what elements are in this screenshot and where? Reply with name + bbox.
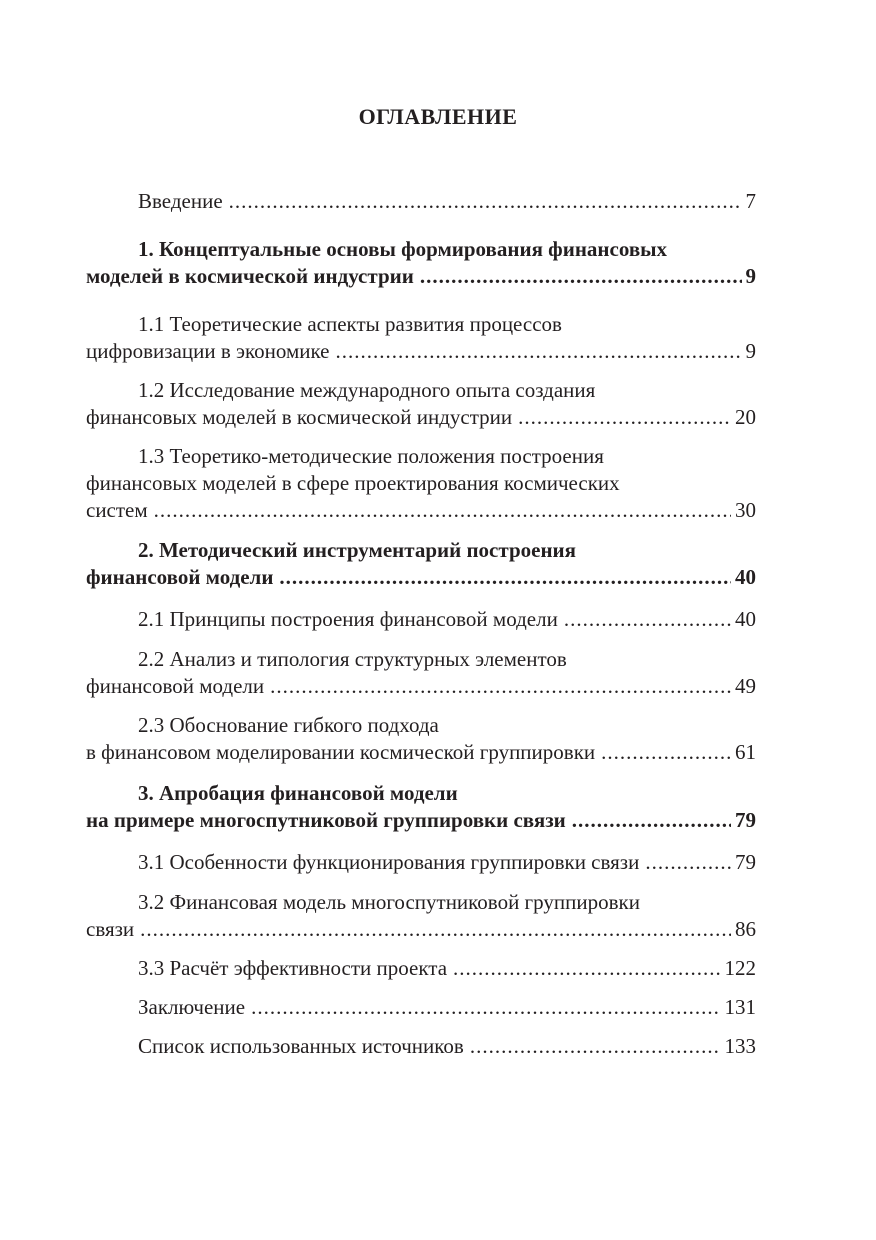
page-title: ОГЛАВЛЕНИЕ xyxy=(358,104,518,129)
dot-leader xyxy=(279,564,731,591)
toc-entry-title-cont: систем xyxy=(86,498,148,522)
toc-entry-title-cont: цифровизации в экономике xyxy=(86,339,330,363)
toc-entry-title: 2. Методический инструментарий построения xyxy=(138,538,577,562)
toc-entry-title-cont: финансовой модели xyxy=(86,565,274,589)
toc-entry-title-cont: связи xyxy=(86,917,135,941)
toc-page-number: 20 xyxy=(735,405,756,429)
toc-entry-2-3[interactable] xyxy=(86,712,756,766)
toc-page-number: 7 xyxy=(745,189,756,213)
toc-entry-chapter-2[interactable] xyxy=(86,537,756,591)
toc-entry-title: Заключение xyxy=(138,995,246,1019)
toc-entry-title: 3.2 Финансовая модель многоспутниковой группировки xyxy=(138,890,640,914)
dot-leader xyxy=(140,916,731,943)
toc-page-number: 86 xyxy=(735,917,756,941)
dot-leader xyxy=(154,497,731,524)
dot-leader xyxy=(270,673,731,700)
toc-page-number: 40 xyxy=(735,565,756,589)
dot-leader xyxy=(572,807,731,834)
dot-leader xyxy=(251,994,720,1021)
toc-entry-title: 2.2 Анализ и типология структурных элементов xyxy=(138,647,567,671)
dot-leader xyxy=(420,263,742,290)
dot-leader xyxy=(229,188,742,215)
toc-entry-2-2[interactable] xyxy=(86,646,756,700)
toc-entry-title-cont: финансовых моделей в сфере проектирования космических xyxy=(86,471,620,495)
dot-leader xyxy=(518,404,731,431)
toc-entry-title-cont: финансовой модели xyxy=(86,674,265,698)
toc-page-number: 122 xyxy=(724,956,756,980)
toc-entry-title: 1.3 Теоретико-методические положения построения xyxy=(138,444,604,468)
toc-entry-title: 3.3 Расчёт эффективности проекта xyxy=(138,956,448,980)
toc-entry-title: 2.3 Обоснование гибкого подхода xyxy=(138,713,439,737)
toc-entry-title: 3. Апробация финансовой модели xyxy=(138,781,458,805)
toc-entry-2-1[interactable] xyxy=(86,606,756,633)
toc-entry-3-2[interactable] xyxy=(86,889,756,943)
toc-page-number: 79 xyxy=(735,850,756,874)
toc-entry-title: 1.2 Исследование международного опыта создания xyxy=(138,378,596,402)
toc-page-number: 133 xyxy=(724,1034,756,1058)
toc-page-number: 61 xyxy=(735,740,756,764)
toc-entry-title: 2.1 Принципы построения финансовой модели xyxy=(138,607,558,631)
toc-page-number: 9 xyxy=(745,339,756,363)
toc-page-number: 79 xyxy=(735,808,756,832)
toc-entry-conclusion[interactable] xyxy=(86,994,756,1021)
toc-entry-1-2[interactable] xyxy=(86,377,756,431)
toc-entry-chapter-1[interactable] xyxy=(86,236,756,290)
toc-entry-title-cont: на примере многоспутниковой группировки связи xyxy=(86,808,566,832)
toc-entry-title-cont: финансовых моделей в космической индустрии xyxy=(86,405,513,429)
toc-entry-title: Список использованных источников xyxy=(138,1034,464,1058)
toc-entry-3-1[interactable] xyxy=(86,849,756,876)
toc-entry-1-3[interactable] xyxy=(86,443,756,524)
toc-entry-chapter-3[interactable] xyxy=(86,780,756,834)
toc-entry-introduction[interactable] xyxy=(86,188,756,215)
dot-leader xyxy=(336,338,742,365)
toc-entry-title: 3.1 Особенности функционирования группировки связи xyxy=(138,850,640,874)
toc-page-number: 30 xyxy=(735,498,756,522)
toc-entry-title-cont: в финансовом моделировании космической группировки xyxy=(86,740,596,764)
toc-entry-title: 1.1 Теоретические аспекты развития процессов xyxy=(138,312,562,336)
toc-page-number: 131 xyxy=(724,995,756,1019)
toc-entry-1-1[interactable] xyxy=(86,311,756,365)
dot-leader xyxy=(453,955,720,982)
toc-entry-title: 1. Концептуальные основы формирования финансовых xyxy=(138,237,668,261)
dot-leader xyxy=(470,1033,721,1060)
dot-leader xyxy=(601,739,731,766)
toc-entry-references[interactable] xyxy=(86,1033,756,1060)
dot-leader xyxy=(564,606,731,633)
toc-page-number: 49 xyxy=(735,674,756,698)
toc-entry-3-3[interactable] xyxy=(86,955,756,982)
toc-entry-title-cont: моделей в космической индустрии xyxy=(86,264,414,288)
toc-page-number: 40 xyxy=(735,607,756,631)
toc-entry-title: Введение xyxy=(138,189,223,213)
toc-page-number: 9 xyxy=(745,264,756,288)
table-of-contents xyxy=(86,188,756,1060)
dot-leader xyxy=(645,849,731,876)
